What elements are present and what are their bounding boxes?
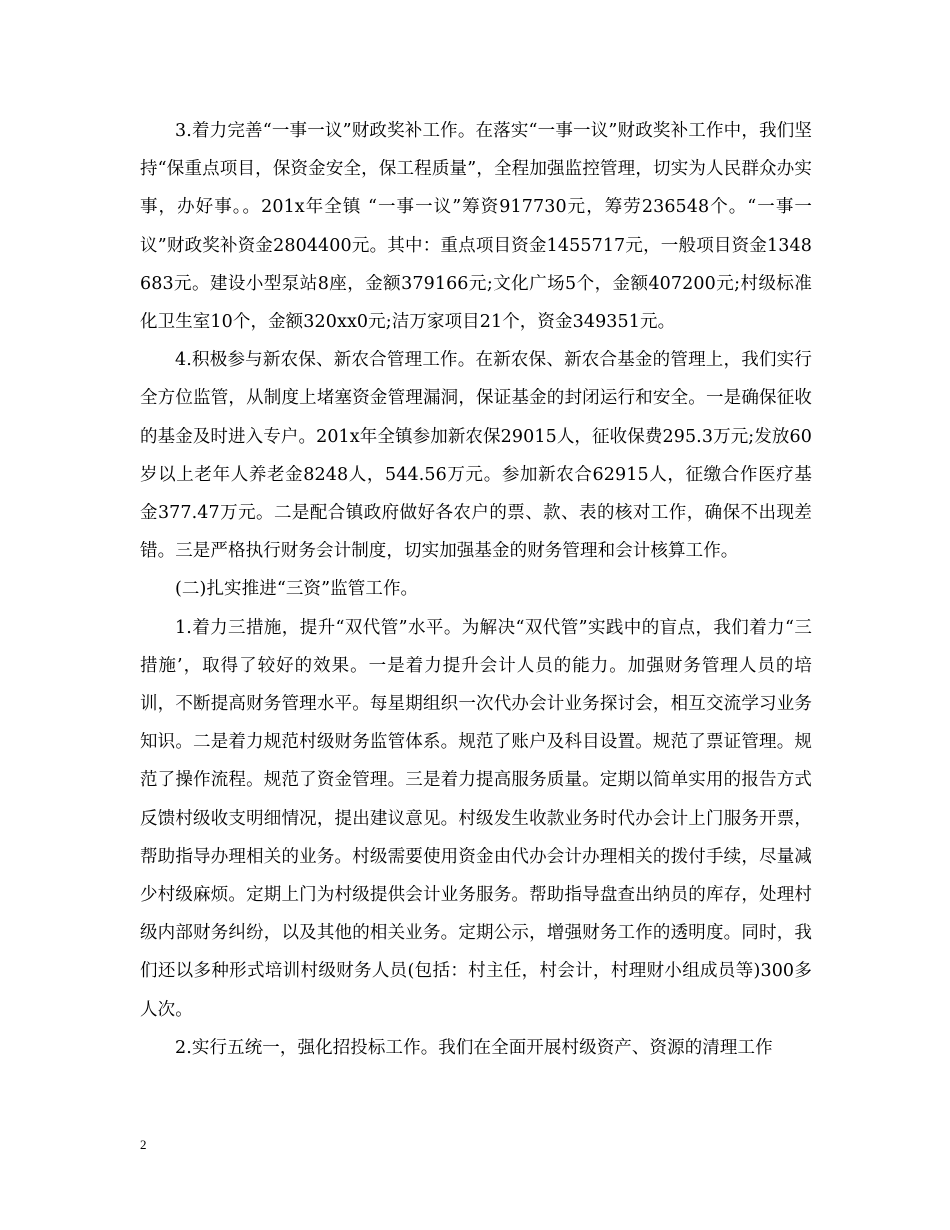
paragraph-rural-insurance: 4.积极参与新农保、新农合管理工作。在新农保、新农合基金的管理上，我们实行全方位监管，从制度上堵塞资金管理漏洞，保证基金的封闭运行和安全。一是确保征收的基金及时进入专户。201x年全镇参加新农保29015人，征收保费295.3万元;发放60岁以上老年人养老金8248人，544.56万元。参加新农合62915人，征缴合作医疗基金377.47万元。二是配合镇政府做好各农户的票、款、表的核对工作，确保不出现差错。三是严格执行财务会计制度，切实加强基金的财务管理和会计核算工作。 (140, 350, 812, 562)
section-heading-three-assets: (二)扎实推进“三资”监管工作。 (175, 579, 419, 600)
paragraph-dual-management: 1.着力三措施，提升“双代管”水平。为解决“双代管”实践中的盲点，我们着力“三措施’，取得了较好的效果。一是着力提升会计人员的能力。加强财务管理人员的培训，不断提高财务管理水平。每星期组织一次代办会计业务探讨会，相互交流学习业务知识。二是着力规范村级财务监管体系。规范了账户及科目设置。规范了票证管理。规范了操作流程。规范了资金管理。三是着力提高服务质量。定期以简单实用的报告方式反馈村级收支明细情况，提出建议意见。村级发生收款业务时代办会计上门服务开票，帮助指导办理相关的业务。村级需要使用资金由代办会计办理相关的拨付手续，尽量减少村级麻烦。定期上门为村级提供会计业务服务。帮助指导盘查出纳员的库存，处理村级内部财务纠纷，以及其他的相关业务。定期公示，增强财务工作的透明度。同时，我们还以多种形式培训村级财务人员(包括：村主任，村会计，村理财小组成员等)300多人次。 (140, 617, 812, 1020)
paragraph-one-matter-one-discussion: 3.着力完善“一事一议”财政奖补工作。在落实“一事一议”财政奖补工作中，我们坚持“保重点项目，保资金安全，保工程质量”，全程加强监控管理，切实为人民群众办实事，办好事。。201x年全镇 “一事一议”筹资917730元，筹劳236548个。“一事一议”财政奖补资金2804400元。其中：重点项目资金1455717元，一般项目资金1348683元。建设小型泵站8座，金额379166元;文化广场5个，金额407200元;村级标准化卫生室10个，金额320xx0元;洁万家项目21个，资金349351元。 (140, 121, 812, 333)
paragraph-bidding: 2.实行五统一，强化招投标工作。我们在全面开展村级资产、资源的清理工作 (175, 1037, 773, 1058)
document-body (140, 112, 812, 1067)
page-number: 2 (140, 1137, 147, 1152)
